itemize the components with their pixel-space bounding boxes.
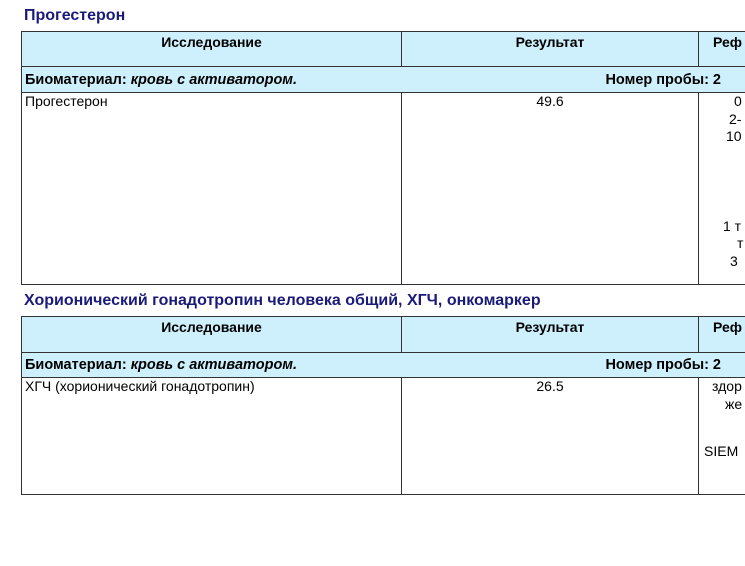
- reference-line: 0: [734, 93, 742, 109]
- reference-line: 3: [730, 252, 738, 269]
- column-header-test: Исследование: [22, 317, 402, 353]
- sample-number: Номер пробы: 2: [605, 71, 721, 88]
- table-header-row: [22, 32, 745, 67]
- biomaterial-row: [22, 67, 745, 93]
- result-value-cell: 49.6: [402, 93, 699, 285]
- reference-line: SIEM: [704, 443, 739, 459]
- reference-line: 1 т: [723, 217, 742, 234]
- reference-range-cell: [699, 93, 745, 285]
- column-header-reference: Реф: [699, 317, 745, 353]
- biomaterial-label: Биоматериал:: [25, 357, 127, 373]
- reference-line: т: [737, 235, 744, 251]
- column-header-result: Результат: [402, 317, 699, 353]
- reference-range-cell: [699, 378, 745, 495]
- hcg-table: [21, 316, 745, 495]
- section-title-progesterone: Прогестерон: [24, 7, 126, 24]
- biomaterial-row: [22, 353, 745, 378]
- biomaterial-info: [25, 357, 297, 373]
- reference-line: 10: [726, 128, 742, 144]
- table-header-row: [22, 317, 745, 353]
- biomaterial-value: кровь с активатором.: [130, 71, 298, 88]
- reference-line: здор: [712, 378, 742, 394]
- column-header-reference: Реф: [699, 32, 745, 67]
- table-row: [22, 93, 745, 285]
- column-header-result: Результат: [402, 32, 699, 67]
- reference-line: 2-: [729, 110, 742, 127]
- result-value-cell: 26.5: [402, 378, 699, 495]
- reference-line: же: [725, 395, 743, 412]
- column-header-test: Исследование: [22, 32, 402, 67]
- test-name-cell: ХГЧ (хорионический гонадотропин): [22, 378, 402, 495]
- test-name-cell: Прогестерон: [22, 93, 402, 285]
- biomaterial-cell: [22, 67, 745, 93]
- progesterone-table: [21, 31, 745, 285]
- biomaterial-label: Биоматериал:: [25, 71, 127, 88]
- section-title-hcg: Хорионический гонадотропин человека общий, ХГЧ, онкомаркер: [24, 292, 541, 309]
- biomaterial-cell: [22, 353, 745, 378]
- biomaterial-info: [25, 72, 297, 88]
- table-row: [22, 378, 745, 495]
- sample-number: Номер пробы: 2: [605, 357, 721, 373]
- biomaterial-value: кровь с активатором.: [130, 357, 298, 373]
